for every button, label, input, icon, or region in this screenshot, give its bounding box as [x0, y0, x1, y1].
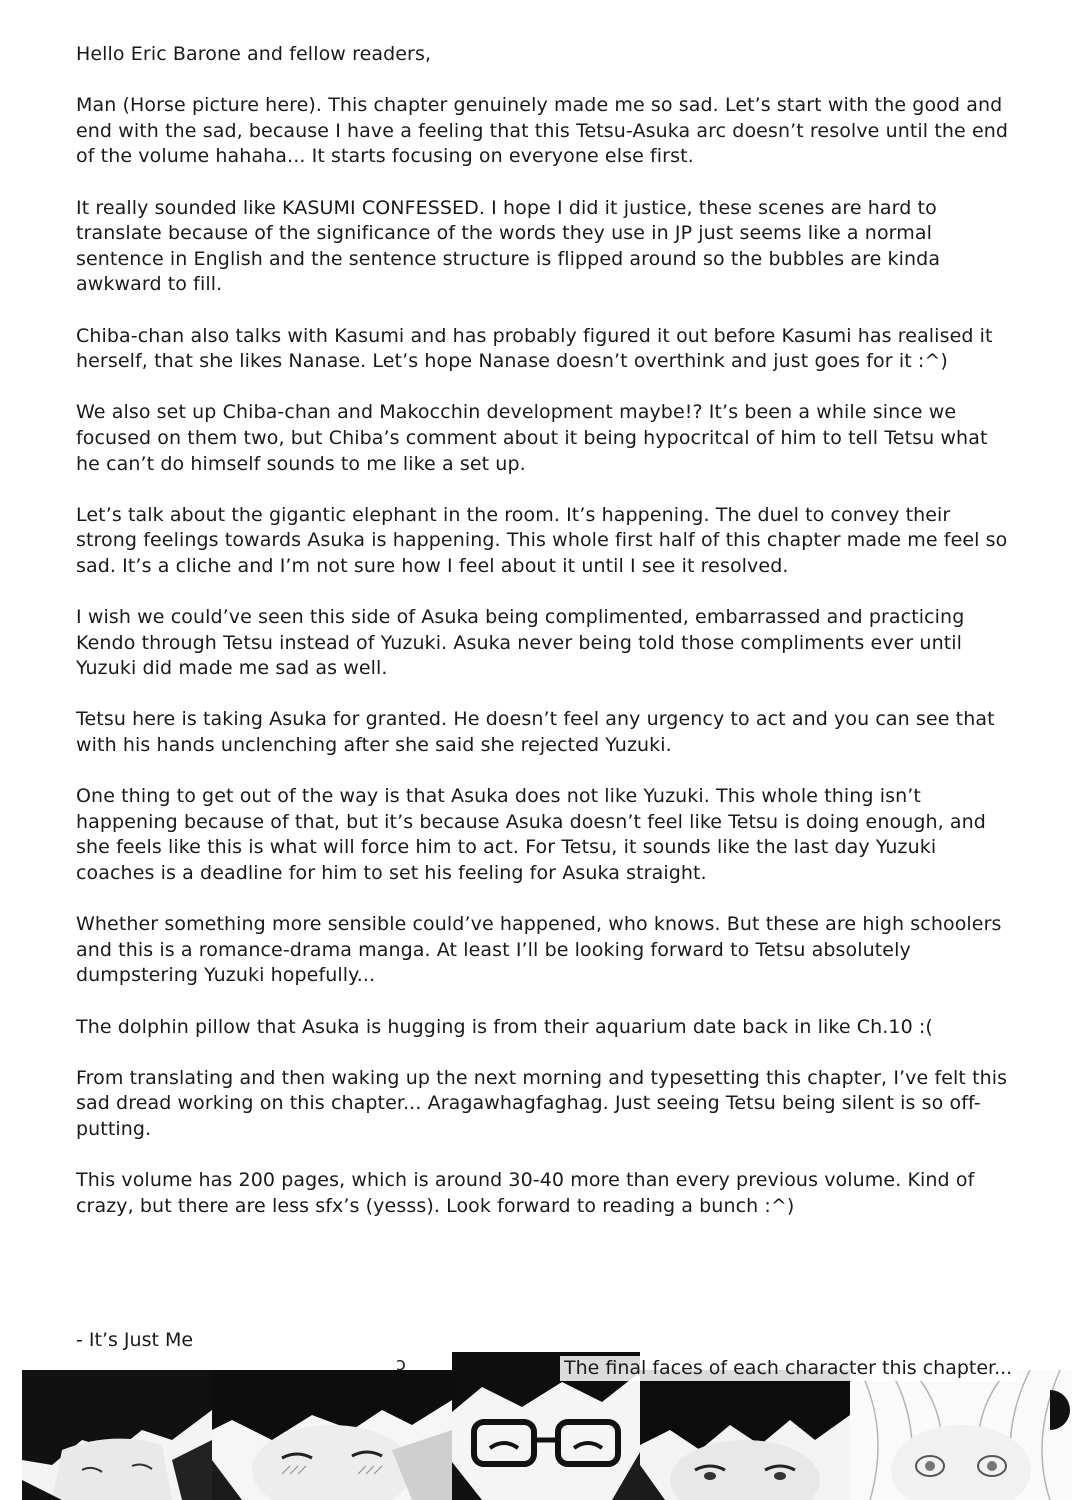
note-signature: - It’s Just Me: [76, 1329, 194, 1351]
manga-panel-1: [22, 1370, 212, 1500]
manga-panel-2: [212, 1370, 452, 1500]
note-paragraph: The dolphin pillow that Asuka is hugging is from their aquarium date back in like Ch.10 :(: [76, 1015, 933, 1038]
manga-panel-5: [850, 1370, 1072, 1500]
note-greeting: Hello Eric Barone and fellow readers,: [76, 43, 432, 65]
note-paragraph: Let’s talk about the gigantic elephant in the room. It’s happening. The duel to convey their strong feelings towards Asuka is happening. This whole first half of this chapter made me feel so sad. It’s a cliche and I’m not sure how I feel about it until I see it resolved.: [76, 503, 1008, 577]
translator-note: [76, 42, 1016, 1245]
speech-bubble-mark: ɔ: [396, 1354, 406, 1375]
note-paragraph: Whether something more sensible could’ve happened, who knows. But these are high schoolers and this is a romance-drama manga. At least I’ll be looking forward to Tetsu absolutely dumpstering Yuzuki hopefully...: [76, 913, 1002, 987]
note-paragraph: Man (Horse picture here). This chapter genuinely made me so sad. Let’s start with the good and end with the sad, because I have a feeling that this Tetsu-Asuka arc doesn’t resolve until the end of the volume hahaha... It starts focusing on everyone else first.: [76, 94, 1009, 168]
strip-caption: The final faces of each character this chapter...: [560, 1356, 1016, 1381]
note-paragraph: It really sounded like KASUMI CONFESSED. I hope I did it justice, these scenes are hard to translate because of the significance of the words they use in JP just seems like a normal sentence in English and the sentence structure is flipped around so the bubbles are kinda awkward to fill.: [76, 196, 941, 296]
note-paragraph: One thing to get out of the way is that Asuka does not like Yuzuki. This whole thing isn’t happening because of that, but it’s because Asuka doesn’t feel like Tetsu is doing enough, and she feels like this is what will force him to act. For Tetsu, it sounds like the last day Yuzuki coaches is a deadline for him to set his feeling for Asuka straight.: [76, 785, 986, 884]
manga-panel-4: [640, 1370, 850, 1500]
note-paragraph: I wish we could’ve seen this side of Asuka being complimented, embarrassed and practicing Kendo through Tetsu instead of Yuzuki. Asuka never being told those compliments ever until Yuzuki did made me sad as well.: [76, 606, 965, 680]
note-paragraph: This volume has 200 pages, which is around 30-40 more than every previous volume. Kind of crazy, but there are less sfx’s (yesss). Look forward to reading a bunch :^): [76, 1169, 975, 1217]
note-paragraph: Chiba-chan also talks with Kasumi and has probably figured it out before Kasumi has realised it herself, that she likes Nanase. Let’s hope Nanase doesn’t overthink and just goes for it :^): [76, 324, 993, 373]
note-paragraph: Tetsu here is taking Asuka for granted. He doesn’t feel any urgency to act and you can see that with his hands unclenching after she said she rejected Yuzuki.: [76, 708, 995, 757]
note-paragraph: From translating and then waking up the next morning and typesetting this chapter, I’ve felt this sad dread working on this chapter... Aragawhagfaghag. Just seeing Tetsu being silent is so off-putting.: [76, 1066, 1008, 1140]
note-paragraph: We also set up Chiba-chan and Makocchin development maybe!? It’s been a while since we focused on them two, but Chiba’s comment about it being hypocritcal of him to tell Tetsu what he can’t do himself sounds to me like a set up.: [76, 401, 988, 475]
